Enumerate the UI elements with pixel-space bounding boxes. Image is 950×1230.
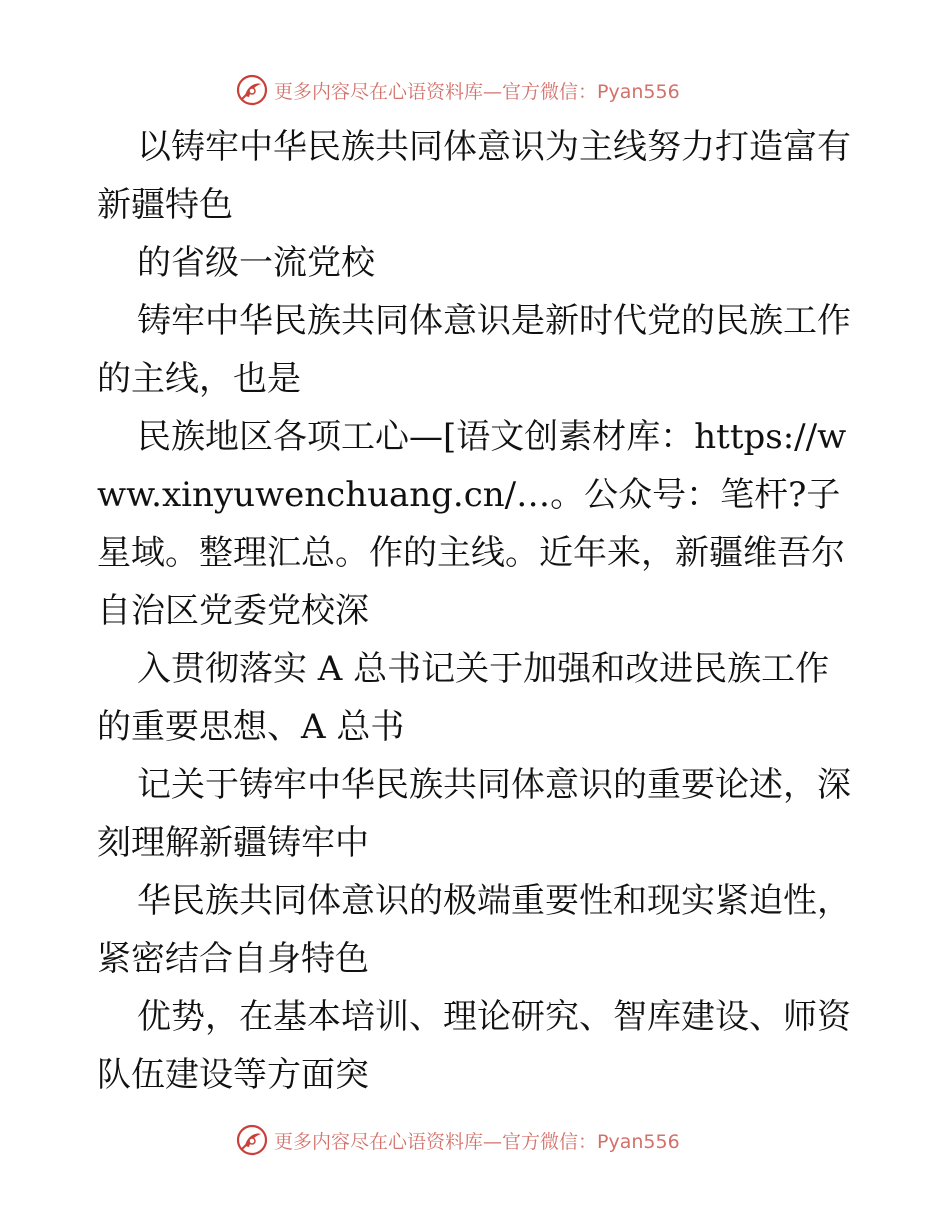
- paragraph: 记关于铸牢中华民族共同体意识的重要论述，深刻理解新疆铸牢中: [97, 765, 851, 863]
- footer-banner: [0, 1120, 950, 1160]
- paragraph: 优势，在基本培训、理论研究、智库建设、师资队伍建设等方面突: [97, 997, 851, 1095]
- paragraph: 的省级一流党校: [137, 243, 375, 283]
- logo-icon: [236, 1124, 268, 1156]
- logo-icon: [236, 74, 268, 106]
- header-banner-wechat-id: Pyan556: [597, 80, 680, 103]
- header-banner: [0, 70, 950, 110]
- footer-banner-wechat-id: Pyan556: [597, 1130, 680, 1153]
- footer-banner-cn: 更多内容尽在心语资料库—官方微信：: [274, 1130, 598, 1153]
- footer-banner-text: [274, 1127, 680, 1154]
- paragraph: 入贯彻落实 A 总书记关于加强和改进民族工作的重要思想、A 总书: [97, 649, 830, 747]
- header-banner-text: [274, 77, 680, 104]
- paragraph: 铸牢中华民族共同体意识是新时代党的民族工作的主线，也是: [97, 301, 851, 399]
- paragraph: 华民族共同体意识的极端重要性和现实紧迫性，紧密结合自身特色: [97, 881, 851, 979]
- paragraph: 以铸牢中华民族共同体意识为主线努力打造富有新疆特色: [97, 127, 851, 225]
- paragraph: 民族地区各项工心—[语文创素材库：https://www.xinyuwenchuang.cn/…。公众号：笔杆?子星域。整理汇总。作的主线。近年来，新疆维吾尔自治区党委党校深: [97, 417, 847, 631]
- header-banner-cn: 更多内容尽在心语资料库—官方微信：: [274, 80, 598, 103]
- document-body: [97, 118, 857, 1104]
